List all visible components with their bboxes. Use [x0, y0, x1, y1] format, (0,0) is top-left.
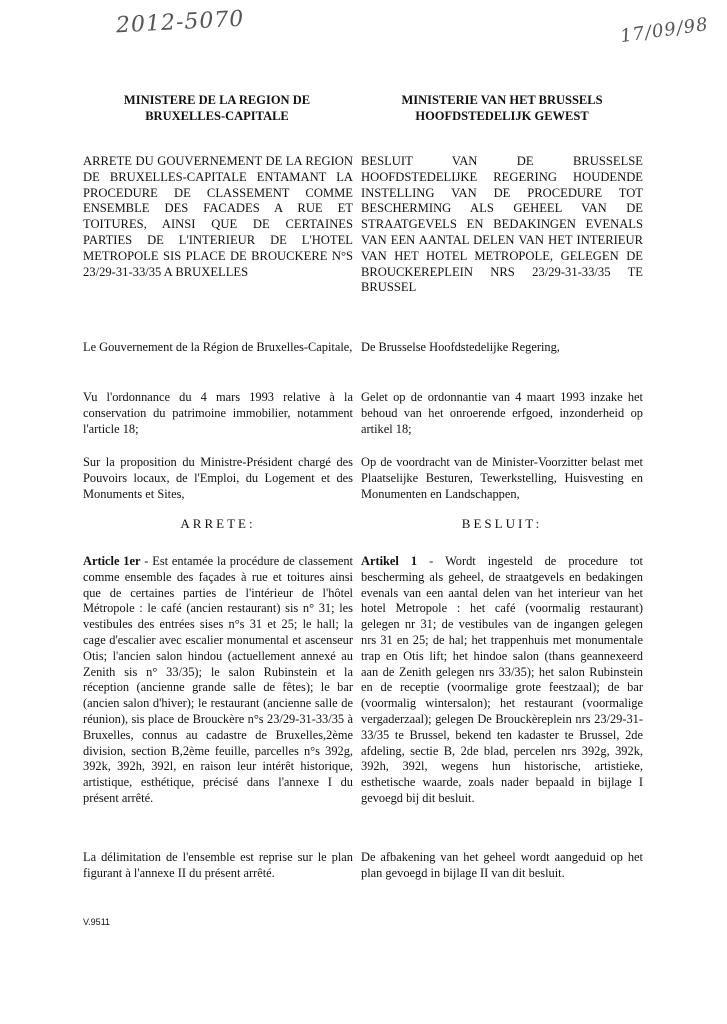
- preamble-ordinance-fr: Vu l'ordonnance du 4 mars 1993 relative à la conservation du patrimoine immobilier, notamment l'article 18;: [83, 390, 353, 436]
- article-1-text-fr: - Est entamée la procédure de classement comme ensemble des façades à rue et toitures ainsi que de certaines parties de l'intérieur de l'hôtel Métropole : le café (ancien restaurant) sis n° 31; les vestibules des entrées sises n°s 31 et 25; le hall; la cage d'escalier avec escalier monumental et ascenseur Otis; l'ancien salon hindou (actuellement annexé au Zenith sis n° 33/35); le salon Rubinstein et la réception (ancienne grande salle de fêtes); le bar (ancien salon d'hiver); le restaurant (ancienne salle de réunion), sis place de Brouckère n°s 23/29-31-33/35 à Bruxelles, connus au cadastre de Bruxelles,2ème division, section B,2ème feuille, parcelles n°s 392g, 392k, 392h, 392l, en raison leur intérêt historique, artistique, esthétique, précisé dans l'annexe I du présent arrêté.: [83, 554, 353, 805]
- ministry-header-fr: MINISTERE DE LA REGION DE BRUXELLES-CAPITALE: [123, 93, 311, 123]
- preamble-ordinance-nl: Gelet op de ordonnantie van 4 maart 1993 inzake het behoud van het onroerende erfgoed, inzonderheid op artikel 18;: [361, 390, 643, 436]
- decision-heading-fr: ARRETE:: [180, 516, 256, 531]
- handwritten-date: 17/09/98: [618, 13, 710, 48]
- decision-heading-nl: BESLUIT:: [461, 516, 543, 531]
- article-1-nl: [361, 554, 643, 807]
- article-1-fr: [83, 554, 353, 807]
- ministry-header-nl: MINISTERIE VAN HET BRUSSELS HOOFDSTEDELIJK GEWEST: [401, 93, 603, 123]
- document-code: V.9511: [83, 917, 111, 927]
- preamble-government-nl: De Brusselse Hoofdstedelijke Regering,: [361, 340, 560, 354]
- preamble-proposal-nl: Op de voordracht van de Minister-Voorzitter belast met Plaatselijke Besturen, Tewerkstelling, Huisvesting en Monumenten en Landschappen,: [361, 455, 643, 501]
- delimitation-fr: La délimitation de l'ensemble est reprise sur le plan figurant à l'annexe II du présent arrêté.: [83, 850, 353, 880]
- article-1-label-nl: Artikel 1: [361, 554, 418, 568]
- delimitation-nl: De afbakening van het geheel wordt aangeduid op het plan gevoegd in bijlage II van dit besluit.: [361, 850, 643, 880]
- handwritten-reference: 2012-5070: [115, 6, 245, 39]
- decree-title-nl: BESLUIT VAN DE BRUSSELSE HOOFDSTEDELIJKE REGERING HOUDENDE INSTELLING VAN DE PROCEDURE TOT BESCHERMING ALS GEHEEL VAN DE STRAATGEVELS EN BEDAKINGEN EVENALS VAN EEN AANTAL DELEN VAN HET INTERIEUR VAN HET HOTEL METROPOLE, GELEGEN DE BROUCKEREPLEIN NRS 23/29-31-33/35 TE BRUSSEL: [361, 154, 643, 295]
- article-1-label-fr: Article 1er: [83, 554, 141, 568]
- preamble-government-fr: Le Gouvernement de la Région de Bruxelles-Capitale,: [83, 340, 353, 354]
- decree-title-fr: ARRETE DU GOUVERNEMENT DE LA REGION DE BRUXELLES-CAPITALE ENTAMANT LA PROCEDURE DE CLASSEMENT COMME ENSEMBLE DES FACADES A RUE ET TOITURES, AINSI QUE DE CERTAINES PARTIES DE L'INTERIEUR DE L'HOTEL METROPOLE SIS PLACE DE BROUCKERE N°S 23/29-31-33/35 A BRUXELLES: [83, 154, 353, 279]
- article-1-text-nl: - Wordt ingesteld de procedure tot bescherming als geheel, de straatgevels en bedakingen evenals van een aantal delen van het interieur van het hotel Metropole : het café (voormalig restaurant) gelegen nr 31; de vestibules van de ingangen gelegen nrs 31 en 25; de hal; het trappenhuis met monumentale trap en Otis lift; het hindoe salon (thans geannexeerd aan de Zenith gelegen nrs 33/35); het salon Rubinstein en de receptie (voormalige grote feestzaal); de bar (voormalig wintersalon); het restaurant (voormalige vergaderzaal); gelegen De Brouckèreplein nrs 23/29-31-33/35 te Brussel, bekend ten kadaster te Brussel, 2de afdeling, sectie B, 2de blad, percelen nrs 392g, 392k, 392h, 392l, wegens hun historische, artistieke, esthetische waarde, zoals nader bepaald in bijlage I gevoegd bij dit besluit.: [361, 554, 643, 805]
- preamble-proposal-fr: Sur la proposition du Ministre-Président chargé des Pouvoirs locaux, de l'Emploi, du Logement et des Monuments et Sites,: [83, 455, 353, 501]
